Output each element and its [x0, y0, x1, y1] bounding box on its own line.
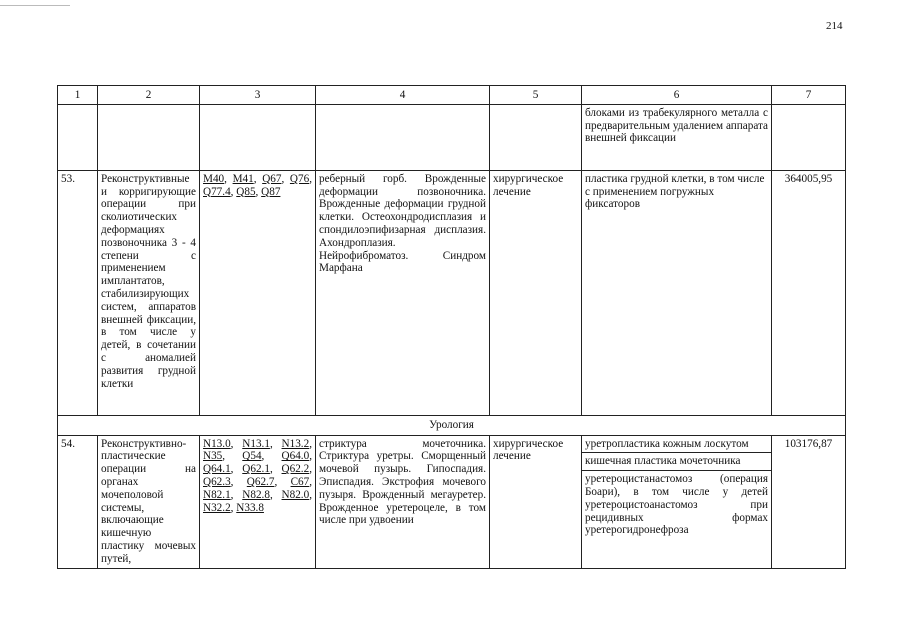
row53-code: M41 — [232, 172, 254, 185]
continuation-row — [58, 104, 846, 170]
header-col-6: 6 — [582, 86, 772, 105]
header-col-1: 1 — [58, 86, 98, 105]
header-row — [58, 86, 846, 105]
row54-name: Реконструктивно-пластические операции на органах мочеполовой системы, включающие кишечную пластику мочевых путей, — [98, 435, 200, 568]
continuation-method: блоками из трабекулярного металла с предварительным удалением аппарата внешней фиксации — [582, 104, 772, 170]
page-number: 214 — [826, 20, 843, 32]
row53-codes: M40, M41, Q67, Q76, Q77.4, Q85, Q87 — [200, 170, 316, 415]
row54-code: Q64.1 — [203, 463, 231, 476]
section-title: Урология — [58, 415, 846, 435]
row53-code: Q76 — [289, 172, 310, 185]
procedures-table — [57, 85, 846, 569]
section-row — [58, 415, 846, 435]
row54-number: 54. — [58, 435, 98, 568]
row54-method-2: кишечная пластика мочеточника — [582, 453, 771, 471]
row54-method-1: уретропластика кожным лоскутом — [582, 436, 771, 454]
row53-code: Q67 — [262, 172, 282, 185]
row54-codes: N13.0, N13.1, N13.2, N35, Q54, Q64.0, Q64.1, Q62.1, Q62.2, Q62.3, Q62.7, C67, N82.1, N82.8, N82.0, N32.2, N33.8 — [200, 435, 316, 568]
row53-code: M40 — [203, 172, 225, 185]
table-row-53 — [58, 170, 846, 415]
header-col-4: 4 — [316, 86, 490, 105]
scan-artifact-line — [0, 5, 70, 6]
row54-code: Q54 — [242, 450, 262, 463]
row54-code: N82.8 — [242, 488, 270, 501]
row53-disease: реберный горб. Врожденные деформации позвоночника. Врожденные деформации грудной клетки. Остеохондродисплазия и спондилоэпифизарная дисплазия. Ахондроплазия. Нейрофиброматоз. Синдром Марфана — [316, 170, 490, 415]
row53-name: Реконструктивные и корригирующие операции при сколиотических деформациях позвоночника 3 - 4 степени с применением имплантатов, стабилизирующих систем, аппаратов внешней фиксации, в том числе у детей, в сочетании с аномалией развития грудной клетки — [98, 170, 200, 415]
row54-code: Q62.1 — [242, 463, 270, 476]
table-row-54 — [58, 435, 846, 568]
row53-method: пластика грудной клетки, в том числе с применением погружных фиксаторов — [582, 170, 772, 415]
header-col-7: 7 — [772, 86, 846, 105]
row53-cost: 364005,95 — [772, 170, 846, 415]
row54-code: N13.2 — [281, 437, 310, 450]
row54-code: N13.0 — [203, 437, 231, 450]
row54-method-3: уретероцистанастомоз (операция Боари), в том числе у детей уретероцистоанастомоз при рецидивных формах уретерогидронефроза — [585, 473, 768, 537]
row53-number: 53. — [58, 170, 98, 415]
row54-code: Q64.0 — [281, 450, 310, 463]
row54-code: Q62.7 — [246, 475, 275, 488]
row53-code: Q77.4 — [203, 185, 231, 198]
row54-code: N33.8 — [236, 501, 264, 514]
header-col-5: 5 — [490, 86, 582, 105]
row54-code: Q62.2 — [281, 463, 310, 476]
row54-code: N82.1 — [203, 488, 231, 501]
row54-treatment: хирургическое лечение — [490, 435, 582, 568]
row54-code: N13.1 — [242, 437, 270, 450]
row54-code: C67 — [290, 475, 310, 488]
row54-code: N35 — [203, 450, 223, 463]
row54-disease: стриктура мочеточника. Стриктура уретры. Сморщенный мочевой пузырь. Гипоспадия. Эписпадия. Экстрофия мочевого пузыря. Врожденный мегауретер. Врожденное уретероцеле, в том числе при удвоении — [316, 435, 490, 568]
header-col-2: 2 — [98, 86, 200, 105]
row54-code: Q62.3 — [203, 475, 231, 488]
row53-code: Q87 — [261, 185, 281, 198]
row53-treatment: хирургическое лечение — [490, 170, 582, 415]
row54-code: N32.2 — [203, 501, 231, 514]
row54-methods — [582, 435, 772, 568]
row54-cost: 103176,87 — [772, 435, 846, 568]
header-col-3: 3 — [200, 86, 316, 105]
row53-code: Q85 — [236, 185, 256, 198]
row54-code: N82.0 — [281, 488, 310, 501]
